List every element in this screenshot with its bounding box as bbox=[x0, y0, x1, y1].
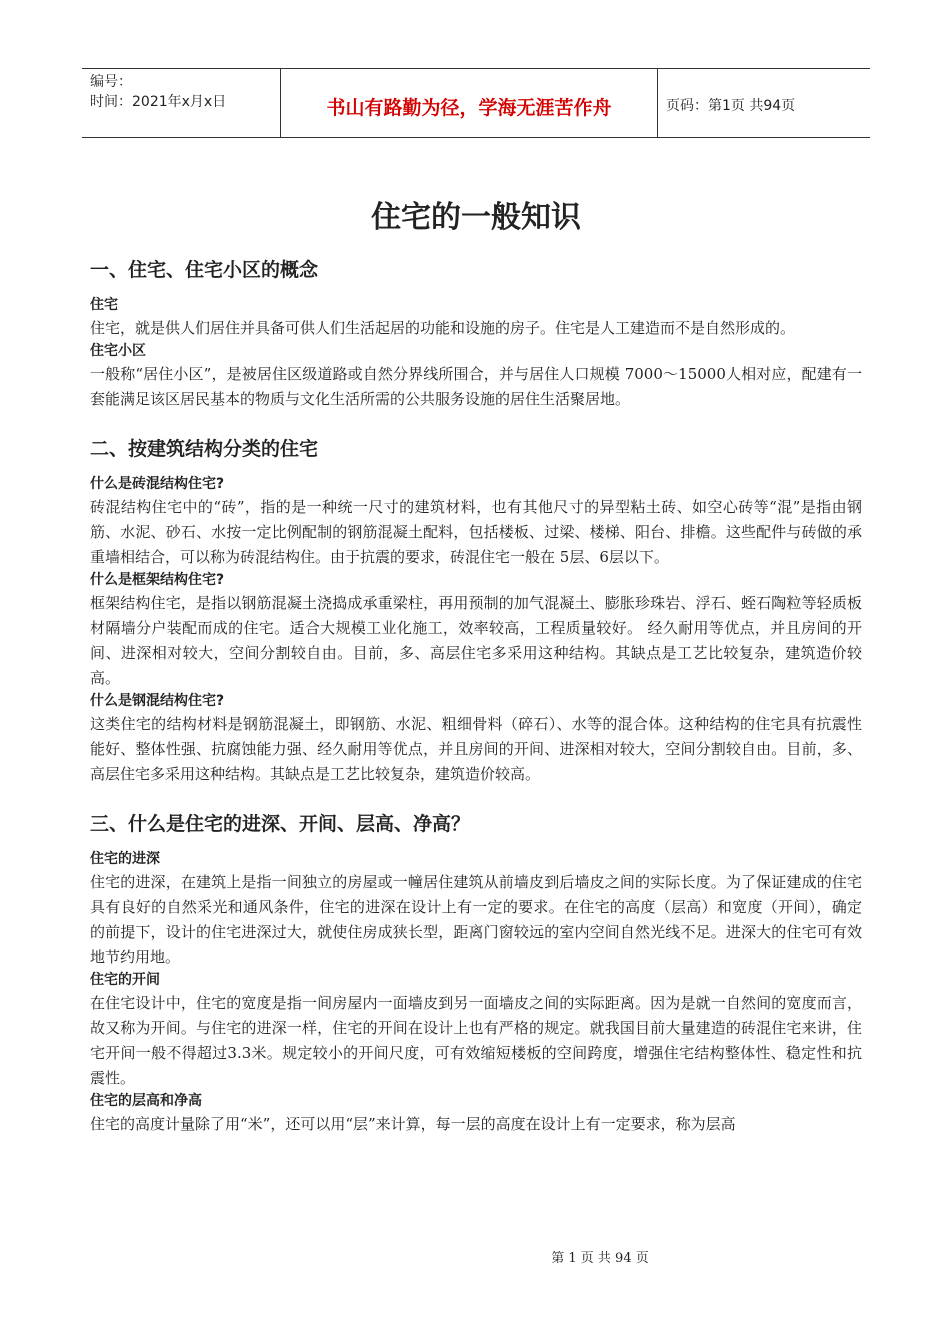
section-1 bbox=[90, 255, 862, 412]
paragraph: 一般称“居住小区”，是被居住区级道路或自然分界线所围合，并与居住人口规模 7000～15000人相对应，配建有一套能满足该区居民基本的物质与文化生活所需的公共服务设施的居住生活聚居地。 bbox=[90, 365, 862, 408]
number-label: 编号： bbox=[90, 74, 132, 90]
header-table bbox=[82, 68, 870, 138]
section-title: 二、按建筑结构分类的住宅 bbox=[90, 438, 319, 460]
section-title: 一、住宅、住宅小区的概念 bbox=[90, 259, 319, 281]
subsection-title: 住宅的开间 bbox=[90, 972, 160, 988]
header-left-cell bbox=[82, 69, 281, 137]
document-title: 住宅的一般知识 bbox=[371, 200, 581, 235]
subsection-title: 什么是钢混结构住宅? bbox=[90, 693, 225, 709]
paragraph: 砖混结构住宅中的“砖”，指的是一种统一尺寸的建筑材料，也有其他尺寸的异型粘土砖、如空心砖等“混”是指由钢筋、水泥、砂石、水按一定比例配制的钢筋混凝土配料，包括楼板、过梁、楼梯、阳台、排檐。这些配件与砖做的承重墙相结合，可以称为砖混结构住。由于抗震的要求，砖混住宅一般在 5层、6层以下。 bbox=[90, 498, 862, 566]
document-body bbox=[90, 195, 862, 1137]
section-3 bbox=[90, 809, 862, 1137]
date-label: 时间：2021年x月x日 bbox=[90, 94, 227, 110]
subsection-title: 住宅的层高和净高 bbox=[90, 1093, 202, 1109]
subsection-title: 什么是砖混结构住宅? bbox=[90, 476, 225, 492]
paragraph: 住宅的高度计量除了用“米”，还可以用“层”来计算，每一层的高度在设计上有一定要求，称为层高 bbox=[90, 1115, 736, 1133]
footer-page-number: 第 1 页 共 94 页 bbox=[551, 1251, 649, 1266]
paragraph: 住宅，就是供人们居住并具备可供人们生活起居的功能和设施的房子。住宅是人工建造而不是自然形成的。 bbox=[90, 319, 796, 337]
page-footer bbox=[0, 1247, 950, 1266]
subsection-title: 住宅的进深 bbox=[90, 851, 160, 867]
paragraph: 框架结构住宅，是指以钢筋混凝土浇捣成承重梁柱，再用预制的加气混凝土、膨胀珍珠岩、浮石、蛭石陶粒等轻质板材隔墙分户装配而成的住宅。适合大规模工业化施工，效率较高，工程质量较好。 经久耐用等优点，并且房间的开间、进深相对较大，空间分割较自由。目前，多、高层住宅多采用这种结构。其缺点是工艺比较复杂，建筑造价较高。 bbox=[90, 594, 862, 687]
subsection-title: 住宅小区 bbox=[90, 343, 146, 359]
header-page-info: 页码：第1页 共94页 bbox=[666, 98, 796, 114]
header-motto: 书山有路勤为径，学海无涯苦作舟 bbox=[281, 69, 658, 137]
paragraph: 在住宅设计中，住宅的宽度是指一间房屋内一面墙皮到另一面墙皮之间的实际距离。因为是就一自然间的宽度而言，故又称为开间。与住宅的进深一样，住宅的开间在设计上也有严格的规定。就我国目前大量建造的砖混住宅来讲，住宅开间一般不得超过3.3米。规定较小的开间尺度，可有效缩短楼板的空间跨度，增强住宅结构整体性、稳定性和抗震性。 bbox=[90, 994, 862, 1087]
paragraph: 住宅的进深，在建筑上是指一间独立的房屋或一幢居住建筑从前墙皮到后墙皮之间的实际长度。为了保证建成的住宅具有良好的自然采光和通风条件，住宅的进深在设计上有一定的要求。在住宅的高度（层高）和宽度（开间），确定的前提下，设计的住宅进深过大，就使住房成狭长型，距离门窗较远的室内空间自然光线不足。进深大的住宅可有效地节约用地。 bbox=[90, 873, 862, 966]
subsection-title: 什么是框架结构住宅? bbox=[90, 572, 225, 588]
section-2 bbox=[90, 434, 862, 787]
subsection-title: 住宅 bbox=[90, 297, 118, 313]
paragraph: 这类住宅的结构材料是钢筋混凝土，即钢筋、水泥、粗细骨料（碎石）、水等的混合体。这种结构的住宅具有抗震性能好、整体性强、抗腐蚀能力强、经久耐用等优点，并且房间的开间、进深相对较大，空间分割较自由。目前，多、高层住宅多采用这种结构。其缺点是工艺比较复杂，建筑造价较高。 bbox=[90, 715, 862, 783]
section-title: 三、什么是住宅的进深、开间、层高、净高？ bbox=[90, 813, 471, 835]
